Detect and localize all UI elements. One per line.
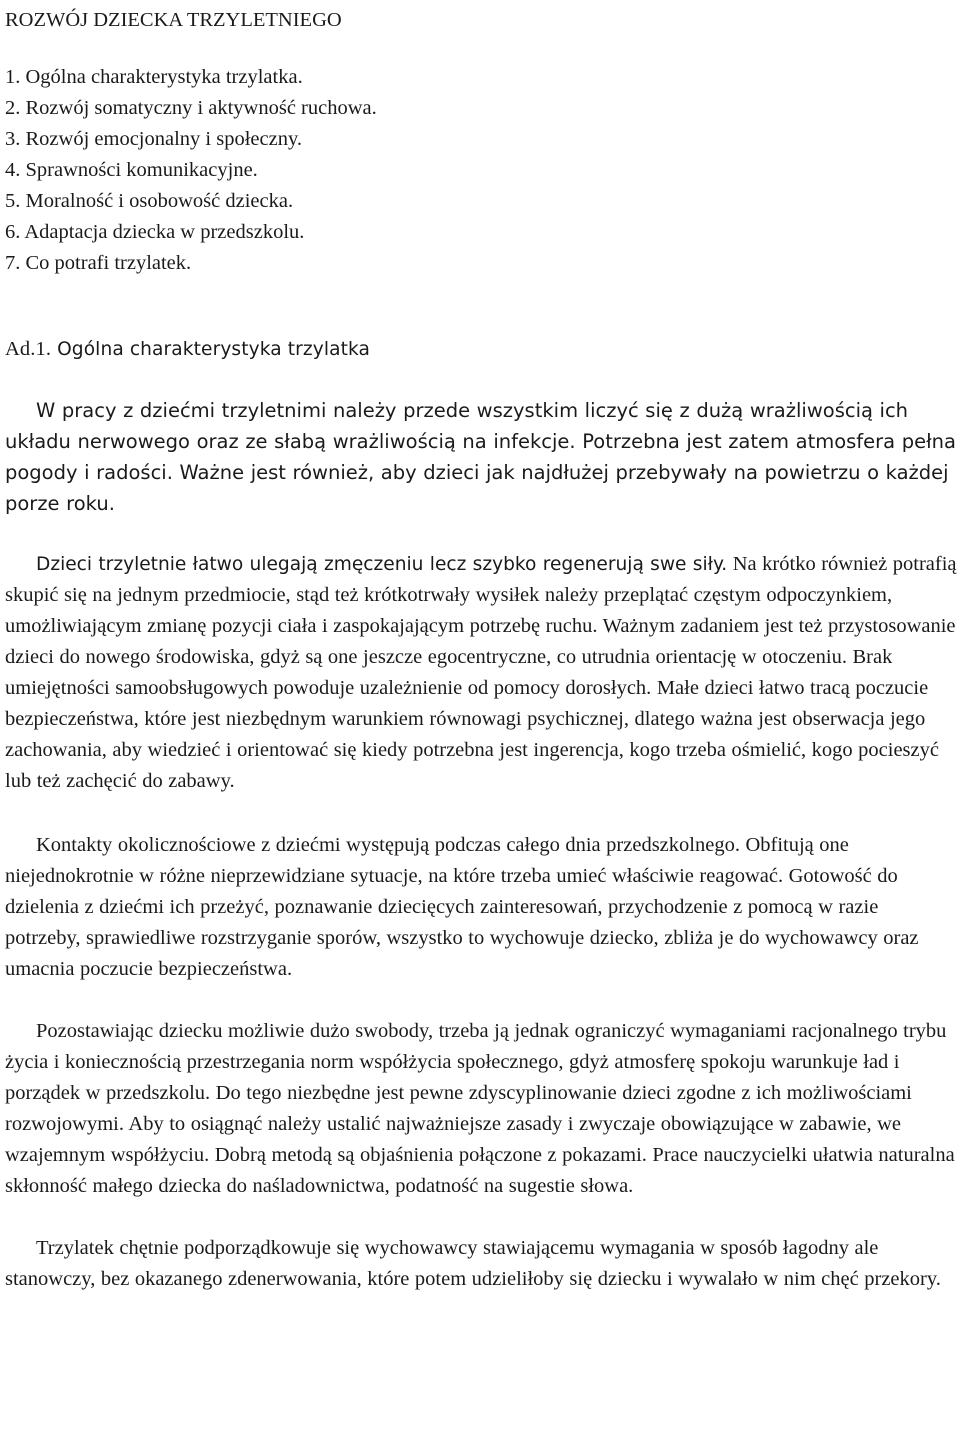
toc-item: 5. Moralność i osobowość dziecka.: [5, 190, 294, 212]
section-heading: [5, 335, 957, 362]
toc-item: 7. Co potrafi trzylatek.: [5, 252, 192, 274]
paragraph-text: Na krótko również potrafią skupić się na jednym przedmiocie, stąd też krótkotrwały wysiłek należy przeplątać częstym odpoczynkiem, umożliwiającym zmianę pozycji ciała i zaspokajającym potrzebę ruchu. Ważnym zadaniem jest też przystosowanie dzieci do nowego środowiska, gdyż są one jeszcze egocentryczne, co utrudnia orientację w otoczeniu. Brak umiejętności samoobsługowych powoduje uzależnienie od pomocy dorosłych. Małe dzieci łatwo tracą poczucie bezpieczeństwa, które jest niezbędnym warunkiem równowagi psychicznej, dlatego ważna jest obserwacja jego zachowania, aby wiedzieć i orientować się kiedy potrzebna jest ingerencja, kogo trzeba ośmielić, kogo pocieszyć lub też zachęcić do zabawy.: [5, 553, 957, 792]
section-heading-text: Ogólna charakterystyka trzylatka: [51, 339, 371, 360]
paragraph: [5, 1016, 957, 1202]
paragraph: [5, 395, 957, 519]
toc-item: 1. Ogólna charakterystyka trzylatka.: [5, 66, 303, 88]
paragraph-text: Dzieci trzyletnie łatwo ulegają zmęczeniu lecz szybko regenerują swe siły.: [36, 554, 728, 575]
paragraph-text: Trzylatek chętnie podporządkowuje się wychowawcy stawiającemu wymagania w sposób łagodny ale stanowczy, bez okazanego zdenerwowania, które potem udzieliłoby się dziecku i wywalało w nim chęć przekory.: [5, 1237, 941, 1290]
document-page: [5, 0, 957, 1295]
paragraph: [5, 830, 957, 985]
toc-item: 3. Rozwój emocjonalny i społeczny.: [5, 128, 302, 150]
paragraph-text: Kontakty okolicznościowe z dziećmi występują podczas całego dnia przedszkolnego. Obfitują one niejednokrotnie w różne nieprzewidziane sytuacje, na które trzeba umieć właściwie reagować. Gotowość do dzielenia z dziećmi ich przeżyć, poznawanie dziecięcych zainteresowań, przychodzenie z pomocą w razie potrzeby, sprawiedliwe rozstrzyganie sporów, wszystko to wychowuje dziecko, zbliża je do wychowawcy oraz umacnia poczucie bezpieczeństwa.: [5, 834, 919, 980]
table-of-contents: [5, 62, 957, 279]
section-heading-prefix: Ad.1.: [5, 338, 52, 360]
body-text: [5, 395, 957, 1295]
paragraph: [5, 549, 957, 797]
toc-item: 6. Adaptacja dziecka w przedszkolu.: [5, 221, 305, 243]
toc-item: 4. Sprawności komunikacyjne.: [5, 159, 258, 181]
paragraph: [5, 1233, 957, 1295]
paragraph-text: Pozostawiając dziecku możliwie dużo swobody, trzeba ją jednak ograniczyć wymaganiami racjonalnego trybu życia i koniecznością przestrzegania norm współżycia społecznego, gdyż atmosferę spokoju warunkuje ład i porządek w przedszkolu. Do tego niezbędne jest pewne zdyscyplinowanie dzieci zgodne z ich możliwościami rozwojowymi. Aby to osiągnąć należy ustalić najważniejsze zasady i zwyczaje obowiązujące w zabawie, we wzajemnym współżyciu. Dobrą metodą są objaśnienia połączone z pokazami. Prace nauczycielki ułatwia naturalna skłonność małego dziecka do naśladownictwa, podatność na sugestie słowa.: [5, 1020, 955, 1197]
paragraph-text: W pracy z dziećmi trzyletnimi należy przede wszystkim liczyć się z dużą wrażliwością ich układu nerwowego oraz ze słabą wrażliwością na infekcje. Potrzebna jest zatem atmosfera pełna pogody i radości. Ważne jest również, aby dzieci jak najdłużej przebywały na powietrzu o każdej porze roku.: [5, 399, 956, 515]
toc-item: 2. Rozwój somatyczny i aktywność ruchowa.: [5, 97, 377, 119]
document-title: ROZWÓJ DZIECKA TRZYLETNIEGO: [5, 9, 342, 31]
